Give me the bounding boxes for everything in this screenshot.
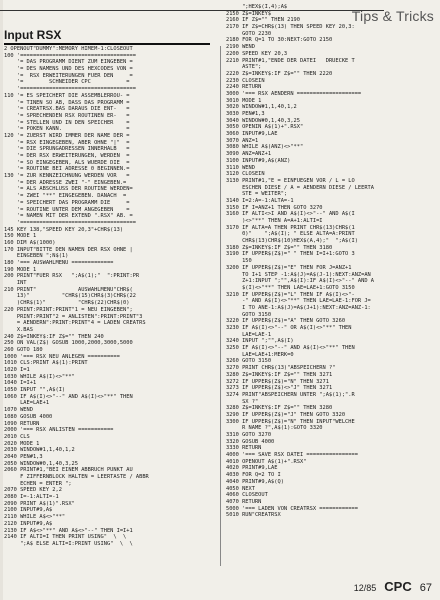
code-line: 180 '=== AUSWAHLMENU =============: [4, 260, 114, 266]
code-line: 3280 Z$=INKEY$:IF Z$="" THEN 3271: [226, 371, 333, 378]
code-line: 1060 IF A$(I)<>"--" AND A$(I)<>"**" THEN: [4, 393, 133, 400]
code-line: 2000 '=== RSX ANLISTEN ===========: [4, 427, 114, 434]
code-line: 3274 PRINT"ABSPEICHERN UNTER ";A$(1);".R: [226, 391, 355, 398]
code-line: 210 PRINT" AUSWAHLMENU"CHR$(: [4, 286, 133, 293]
code-line: )CHR$(1)" "CHR$(22)CHR$(0): [4, 300, 130, 307]
code-line: 3260 GOTO 3150: [226, 358, 272, 365]
article-title: Input RSX: [4, 28, 210, 45]
page-number: 67: [419, 582, 432, 594]
code-line: '= NAMEN MIT DER EXTEND ".RSX" AB. =: [4, 213, 133, 220]
code-line: 150 MODE 1: [4, 233, 37, 240]
code-line: 2060 PRINT#1,"BEI EINEM ABBRUCH PUNKT AU: [4, 467, 133, 474]
code-line: 2010 CLS: [4, 433, 30, 440]
code-line: 2090 PRINT A$(1)".RSX": [4, 500, 75, 507]
code-line: 3000 '=== RSX AENDERN ====================: [226, 90, 362, 97]
code-line: ESCHEN DIESE / A = AENDERN DIESE / LEERTA: [226, 184, 374, 191]
code-line: 2150 Z$=INKEY$: [226, 10, 272, 17]
code-line: '= DIE SPRUNGADRESSEN INNERHALB =: [4, 146, 130, 153]
code-line: ECHEN = ENTER ";: [4, 480, 72, 487]
code-line: 2100 INPUT#9,A$: [4, 507, 53, 514]
listing-column-left: [4, 46, 212, 566]
code-line: ASTE";: [226, 64, 262, 71]
code-line: 200 PRINT"FUER RSX ";A$(1);" ":PRINT:PR: [4, 273, 140, 280]
code-line: '= STELLEN UND IN DEN SPEICHER =: [4, 119, 130, 126]
code-line: 3130 PRINT#1,"E = EINFUEGEN VOR / L = LO: [226, 177, 355, 184]
code-line: 3310 GOTO 3270: [226, 432, 272, 438]
code-line: 160 DIM A$(1000): [4, 239, 56, 246]
code-line: '= SPEICHERT DAS PROGRAMM DIE =: [4, 199, 130, 206]
code-line: 3320 GOSUB 4000: [226, 438, 275, 445]
magazine-name: CPC: [384, 579, 412, 594]
code-line: '= SO EINGEGEBEN, ALS WUERDE DIE =: [4, 159, 130, 166]
code-line: 1070 WEND: [4, 407, 33, 414]
code-line: = AENDERN":PRINT:PRINT"4 = LADEN CREATRS: [4, 320, 146, 327]
code-line: 1050 INPUT "",A$(I): [4, 387, 66, 394]
code-line: ";A$ ELSE ALTI=I:PRINT USING" \ \: [4, 540, 133, 547]
code-line: R NAME ?",A$(1):GOTO 3320: [226, 425, 323, 432]
code-line: 13)" "CHR$(15)CHR$(3)CHR$(22: [4, 293, 136, 300]
code-line: 3080 WHILE A$(ANZ)<>"**": [226, 144, 304, 151]
issue-date: 12/85: [353, 583, 377, 593]
code-line: '= RSX EINGEGEBEN, ABER OHNE "|" =: [4, 139, 130, 146]
code-line: 4010 OPENOUT A$(1)+".RSX": [226, 458, 307, 465]
code-line: 4040 PRINT#9,A$(Q): [226, 478, 284, 485]
code-line: 2130 IF A$<>"**" AND A$<>"--" THEN I=I+1: [4, 527, 133, 534]
code-line: 4030 FOR Q=2 TO I: [226, 472, 281, 479]
code-line: 1000 '=== RSX NEU ANLEGEN ==========: [4, 353, 120, 360]
code-line: 2030 WINDOW#1,1,40,1,2: [4, 447, 75, 454]
code-line: '= ALS ABSCHLUSS DER ROUTINE WERDEN=: [4, 186, 133, 193]
code-line: '= DER RSX ERWEITERUNGEN, WERDEN =: [4, 153, 130, 159]
page-footer: [354, 579, 432, 594]
code-line: 2160 IF Z$="" THEN 2190: [226, 17, 300, 24]
code-line: 1080 GOSUB 4000: [4, 413, 53, 420]
code-line: 2020 MODE 1: [4, 440, 40, 447]
code-line: 1010 CLS:PRINT A$(1):PRINT: [4, 360, 88, 367]
code-line: 2180 FOR Q=1 TO 30:NEXT:GOTO 2150: [226, 37, 333, 44]
code-line: 3020 WINDOW#1,1,40,1,2: [226, 104, 297, 111]
code-line: 3030 PEN#1,3: [226, 111, 265, 117]
code-line: 2240 RETURN: [226, 84, 262, 91]
code-line: LAE=LAE+1:MERK=0: [226, 351, 294, 358]
code-line: 2170 IF Z$=CHR$(13) THEN SPEED KEY 20,3:: [226, 24, 355, 31]
code-line: 150: [226, 258, 252, 265]
code-line: 5000 '=== LADEN VON CREATRSX ============: [226, 505, 358, 512]
code-line: F ZIFFERNBLOCK HALTEN = LEERTASTE / ABBR: [4, 474, 149, 480]
code-line: 3140 I=2:A=-1:ALTA=-1: [226, 197, 294, 204]
code-line: INT: [4, 280, 27, 287]
code-line: 250 ON VAL(Z$) GOSUB 1000,2000,3000,5000: [4, 340, 133, 347]
code-line: TO I+1 STEP -1:A$(J)=A$(J-1):NEXT:ANZ=AN: [226, 271, 371, 278]
code-line: 1040 I=I+1: [4, 380, 37, 387]
code-line: 3190 IF UPPER$(Z$)=" " THEN I=I+1:GOTO 3: [226, 251, 355, 258]
code-line: 190 MODE 1: [4, 266, 37, 273]
code-line: 3300 IF UPPER$(Z$)="N" THEN INPUT"WELCHE: [226, 418, 355, 425]
code-line: 3040 WINDOW#0,1,40,3,25: [226, 117, 300, 124]
code-line: '====================================: [4, 86, 136, 93]
code-line: 3290 IF UPPER$(Z$)="J" THEN GOTO 3320: [226, 411, 346, 418]
code-line: 4060 CLOSEOUT: [226, 492, 268, 499]
code-line: Z+1:INPUT ";"",A$(I):IF A$(I)<>"--" AND A: [226, 278, 374, 285]
code-line: '= DAS PROGRAMM DIENT ZUM EINGEBEN =: [4, 59, 133, 66]
listing-column-right: [226, 4, 434, 566]
code-line: EINGEBEN ";N$(1): [4, 253, 69, 260]
code-line: 3270 PRINT CHR$(13)"ABSPEICHERN ?": [226, 365, 336, 372]
code-line: 4020 PRINT#9,LAE: [226, 465, 278, 472]
code-line: 2210 PRINT#1,"ENDE DER DATEI DRUECKE T: [226, 57, 355, 64]
code-line: 170 INPUT"BITTE DEN NAMEN DER RSX OHNE |: [4, 246, 133, 253]
code-line: 3272 IF UPPER$(Z$)="N" THEN 3271: [226, 378, 329, 385]
code-line: 120 '= ZUERST WIRD IMMER DER NAME DER =: [4, 132, 130, 139]
column-divider: [220, 46, 221, 566]
code-line: 2220 Z$=INKEY$:IF Z$="" THEN 2220: [226, 70, 333, 77]
code-line: 100 '====================================: [4, 52, 136, 59]
code-line: 3060 INPUT#9,LAE: [226, 131, 278, 138]
code-line: 2070 SPEED KEY 2,2: [4, 487, 62, 494]
code-line: 2050 WINDOW#0,1,40,3,25: [4, 460, 78, 467]
code-line: 2080 I=-1:ALTI=-1: [4, 494, 59, 501]
code-line: 2230 CLOSEIN: [226, 77, 265, 84]
code-line: 3100 INPUT#9,A$(ANZ): [226, 157, 291, 164]
code-line: '= SCHNEIDER CPC =: [4, 79, 130, 86]
code-line: 3160 IF ALTI<>I AND A$(I)<>"--" AND A$(I: [226, 211, 355, 218]
code-line: 145 KEY 138,"SPEED KEY 20,3"+CHR$(13): [4, 226, 124, 233]
code-line: 2190 WEND: [226, 44, 255, 51]
code-line: 260 GOTO 180: [4, 346, 43, 353]
code-line: 3200 IF UPPER$(Z$)="E" THEN FOR J=ANZ+1: [226, 264, 352, 271]
code-line: $(I)<>"**" THEN LAE=LAE+1:GOTO 3150: [226, 284, 355, 291]
code-line: 3070 ANZ=1: [226, 137, 259, 144]
code-line: LAE=LAE-1: [226, 331, 272, 338]
code-line: 3210 IF UPPER$(Z$)="L" THEN IF A$(I)<>"-: [226, 291, 355, 298]
code-line: 3230 IF A$(I)<>"--" OR A$(I)<>"**" THEN: [226, 325, 352, 331]
code-line: 3150 IF I=ANZ+1 THEN GOTO 3270: [226, 204, 323, 211]
code-line: '= DER ADRESSE ZWEI "-" EINGEBEN.=: [4, 179, 127, 186]
code-line: 5010 RUN"CREATRSX: [226, 512, 281, 519]
code-line: 2200 SPEED KEY 20,3: [226, 50, 288, 57]
code-line: 3250 IF A$(I)<>"--" AND A$(I)<>"**" THEN: [226, 345, 355, 352]
code-line: '= RSX ERWEITERUNGEN FUER DEN =: [4, 72, 133, 79]
code-line: GOTO 3150: [226, 311, 272, 318]
code-line: 3330 RETURN: [226, 445, 262, 452]
code-line: ";HEX$(I,4);A$: [226, 4, 288, 10]
code-line: 2140 IF ALTI=I THEN PRINT USING" \ \: [4, 534, 127, 541]
code-line: '= SPRECHENDEN RSX ROUTINEN ER- =: [4, 112, 130, 119]
code-line: 1020 I=1: [4, 367, 30, 373]
code-line: 1030 WHILE A$(I)<>"**": [4, 373, 75, 380]
code-line: 2120 INPUT#9,A$: [4, 520, 53, 527]
code-line: '= ZWEI "**" EINGEGEBEN. DANACH =: [4, 193, 127, 200]
code-line: 4000 '=== SAVE RSX DATEI ================: [226, 452, 358, 459]
code-line: 3110 WEND: [226, 164, 255, 171]
code-line: 4070 RETURN: [226, 498, 262, 505]
code-line: SX ?": [226, 398, 259, 405]
code-line: 0)" ";A$(I); " ELSE ALTA=A:PRINT: [226, 231, 355, 238]
code-line: STE = WEITER";: [226, 191, 288, 198]
code-line: 3273 IF UPPER$(Z$)<>"J" THEN 3271: [226, 385, 333, 392]
code-line: 130 '= ZUR KENNZEICHNUNG WERDEN VOR =: [4, 173, 130, 180]
code-line: -" AND A$(I)<>"**" THEN LAE=LAE-1:FOR J=: [226, 298, 371, 305]
code-line: 3010 MODE 1: [226, 97, 262, 104]
code-line: )<>"**" THEN A=A+1:ALTI=I: [226, 218, 323, 224]
code-line: LAE=LAE+1: [4, 400, 50, 407]
code-line: PRINT:PRINT"2 = ANLISTEN":PRINT:PRINT"3: [4, 313, 143, 320]
code-line: '= CREATRSX.BAS DARAUS DIE ENT- =: [4, 106, 130, 113]
code-line: 3120 CLOSEIN: [226, 171, 265, 178]
code-line: GOTO 2230: [226, 30, 272, 37]
code-line: '= TINEN SO AB, DASS DAS PROGRAMM =: [4, 99, 130, 106]
code-line: CHR$(13)CHR$(10)HEX$(A,4);" ";A$(I): [226, 238, 358, 245]
code-line: X.BAS: [4, 326, 33, 333]
code-line: 2110 WHILE A$<>"**": [4, 514, 66, 521]
code-line: 4050 NEXT: [226, 485, 255, 492]
code-line: 3220 IF UPPER$(Z$)="A" THEN GOTO 3260: [226, 318, 346, 325]
code-line: 3240 INPUT ";"",A$(I): [226, 338, 294, 345]
code-line: 2040 PEN#1,3: [4, 453, 43, 460]
code-line: 220 PRINT:PRINT:PRINT"1 = NEU EINGEBEN";: [4, 306, 133, 313]
code-line: 240 Z$=INKEY$:IF Z$="" THEN 240: [4, 333, 104, 340]
code-line: 3050 OPENIN A$(1)+".RSX": [226, 124, 304, 131]
code-line: '====================================: [4, 219, 136, 226]
code-line: 3090 ANZ=ANZ+1: [226, 151, 272, 158]
code-line: 1090 RETURN: [4, 420, 40, 427]
code-line: 3180 Z$=INKEY$:IF Z$="" THEN 3180: [226, 244, 333, 251]
code-line: '= ROUTINE BEI ADRESSE 0 BEGINNEN.=: [4, 166, 130, 173]
code-line: 110 '= ES SPEICHERT DIE ASSEMBLERROU- =: [4, 92, 130, 99]
page-edge: [0, 0, 3, 600]
code-line: '= DES NAMENS UND DES HEXCODES VON =: [4, 66, 133, 73]
code-line: 3280 Z$=INKEY$:IF Z$="" THEN 3280: [226, 405, 333, 412]
code-line: '= POKEN KANN. =: [4, 126, 130, 133]
code-line: '= ROUTINE UNTER DEM ANGEGEBEN =: [4, 206, 130, 213]
code-line: I TO ANE-1:A$(J)=A$(J+1):NEXT:ANZ=ANZ-1:: [226, 304, 371, 311]
code-line: 3170 IF ALTA=A THEN PRINT CHR$(13)CHR$(1: [226, 224, 355, 231]
section-header: Tips & Tricks: [351, 8, 434, 24]
code-line: 2 OPENOUT"DUMMY":MEMORY HIMEM-1:CLOSEOUT: [4, 46, 133, 52]
